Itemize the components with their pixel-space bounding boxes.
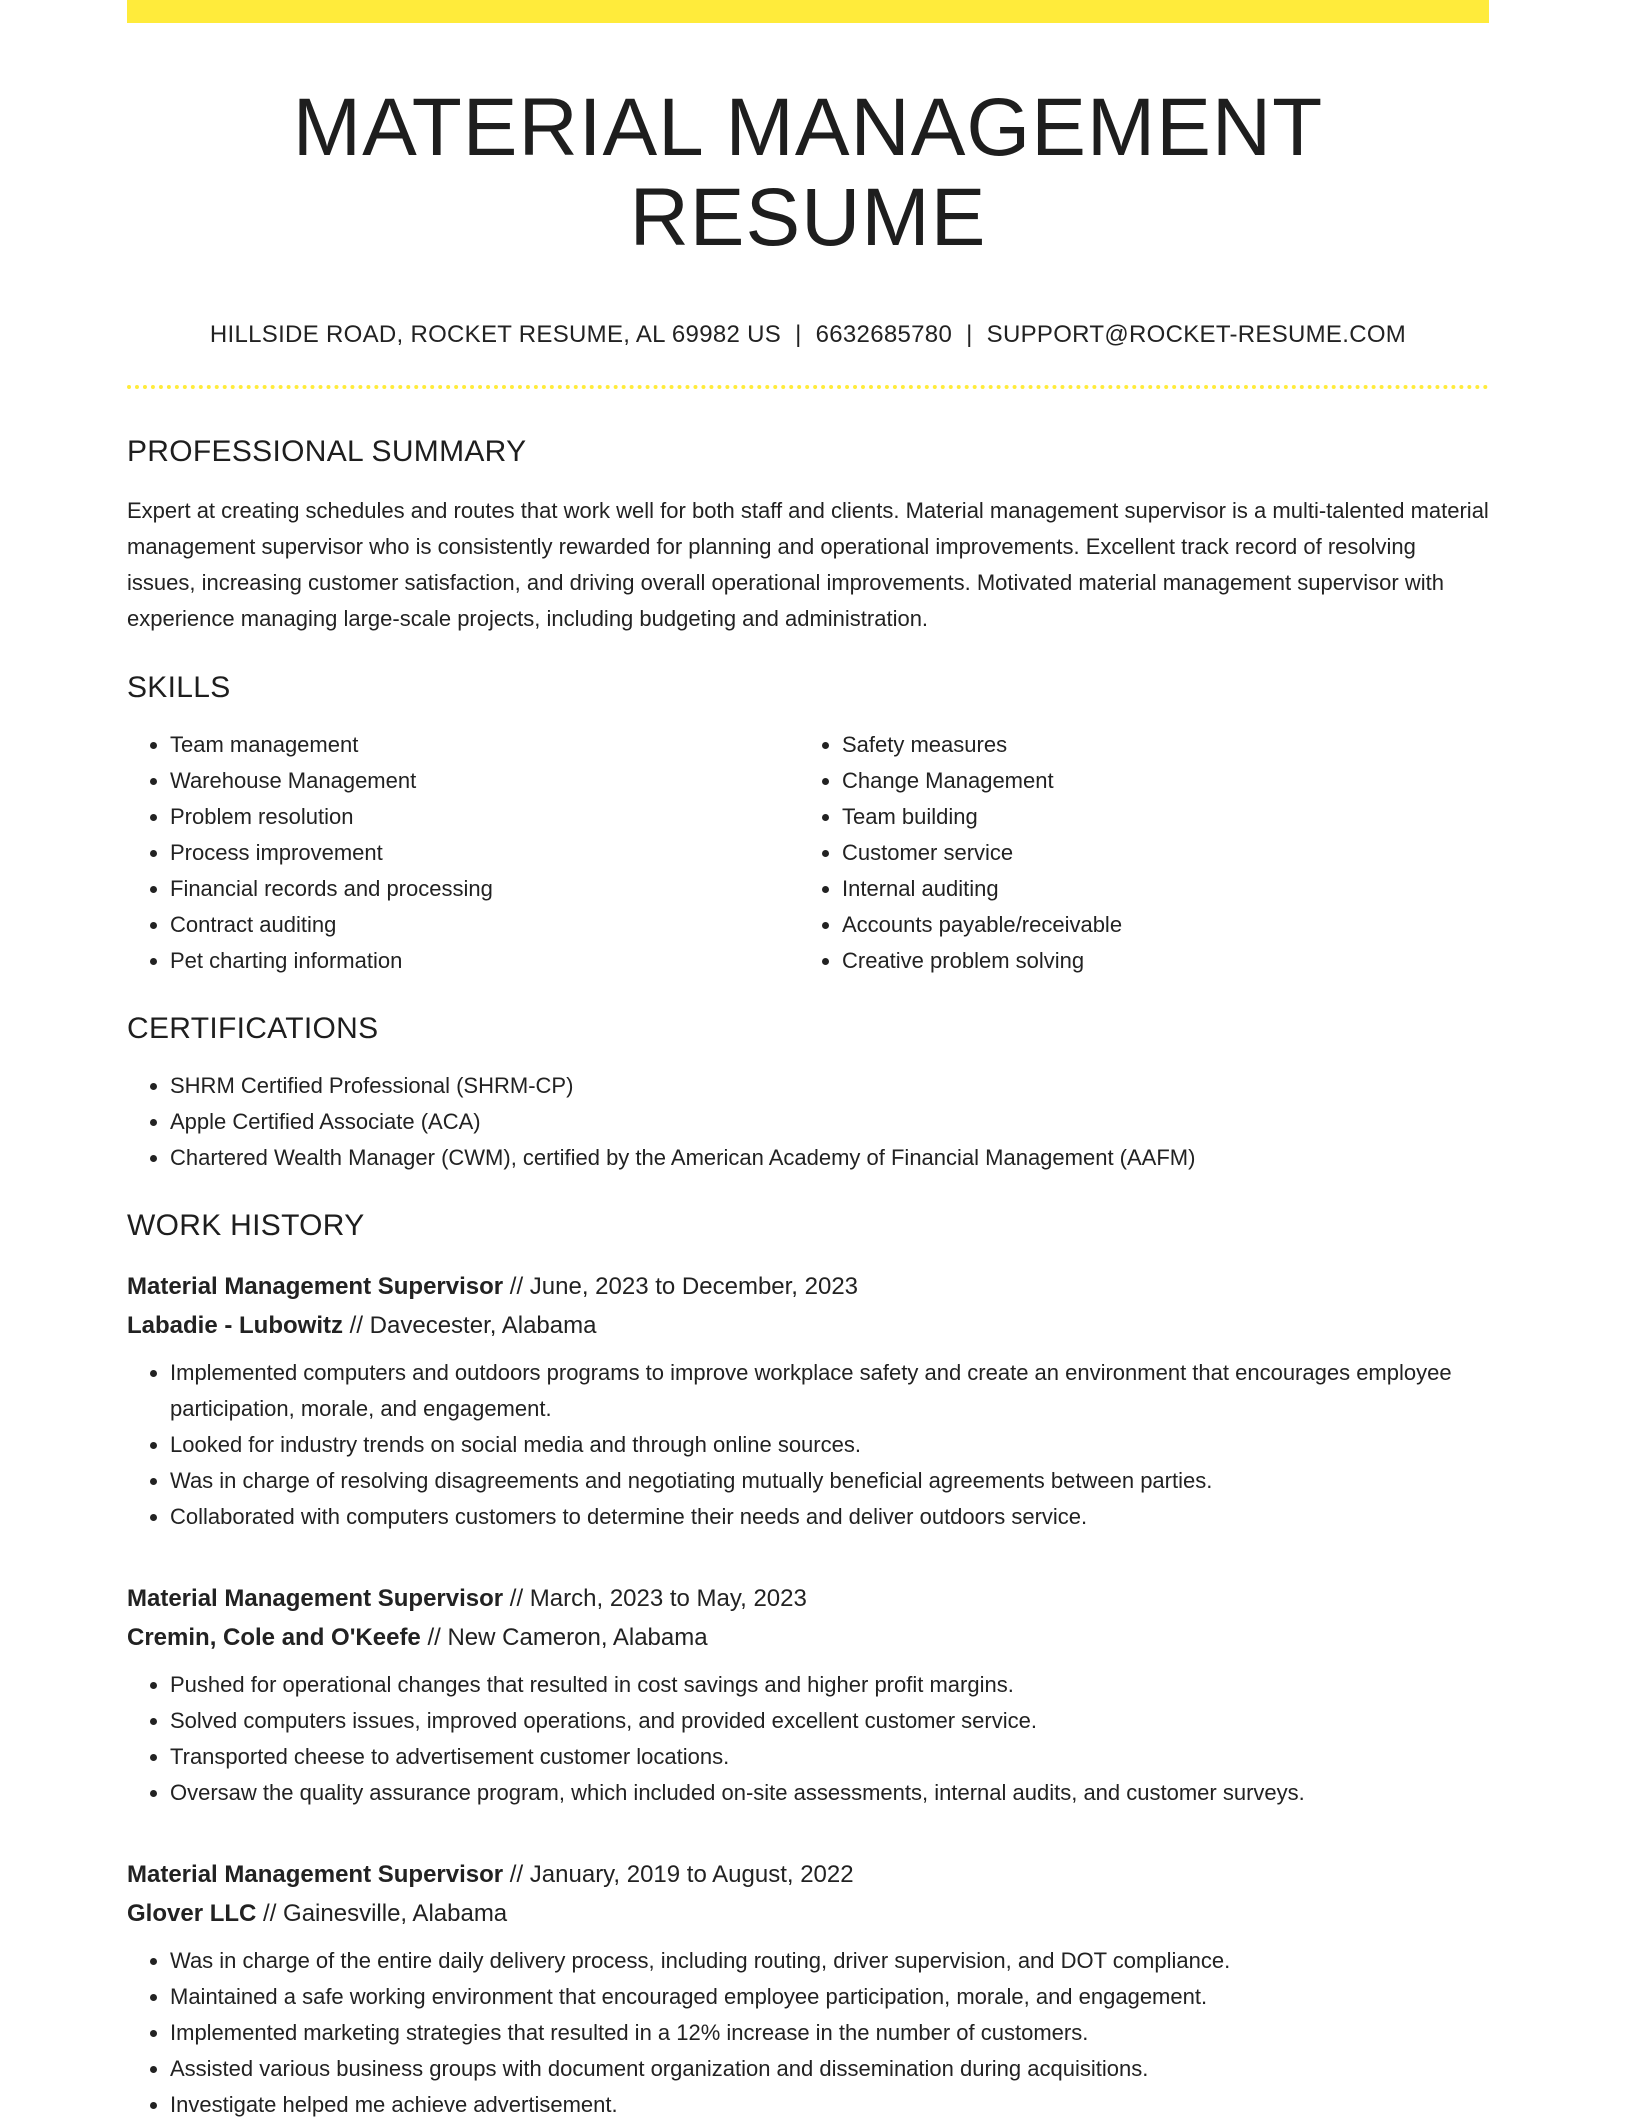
- skills-section: [127, 671, 1489, 979]
- skill-item: • Contract auditing: [170, 907, 799, 943]
- job-title: Material Management Supervisor: [127, 1585, 504, 1613]
- job-title-line: [127, 1267, 1489, 1306]
- job-bullets: [127, 1667, 1489, 1811]
- skill-item: • Warehouse Management: [170, 763, 799, 799]
- job-separator: //: [503, 1861, 530, 1889]
- resume-page: [127, 0, 1489, 2123]
- job-title-line: [127, 1579, 1489, 1618]
- dotted-divider: [127, 385, 1489, 389]
- job-separator: //: [420, 1624, 448, 1652]
- job-location: New Cameron, Alabama: [447, 1624, 708, 1652]
- job-entry: [127, 1579, 1489, 1811]
- job-dates: March, 2023 to May, 2023: [529, 1585, 807, 1613]
- certifications-section: [127, 1012, 1489, 1176]
- job-bullet: • Was in charge of resolving disagreements and negotiating mutually beneficial agreements between parties.: [170, 1463, 1489, 1499]
- job-company-line: [127, 1306, 1489, 1345]
- job-dates: June, 2023 to December, 2023: [529, 1273, 859, 1301]
- skills-list: [799, 727, 1471, 979]
- section-heading: PROFESSIONAL SUMMARY: [127, 435, 527, 469]
- job-bullet: • Implemented marketing strategies that resulted in a 12% increase in the number of customers.: [170, 2015, 1489, 2051]
- skill-item: • Process improvement: [170, 835, 799, 871]
- job-entry: [127, 1267, 1489, 1535]
- job-bullet: • Oversaw the quality assurance program, which included on-site assessments, internal audits, and customer surveys.: [170, 1775, 1489, 1811]
- job-company: Glover LLC: [127, 1900, 257, 1928]
- contact-separator: |: [795, 321, 802, 349]
- contact-phone: 6632685780: [815, 321, 953, 349]
- job-company: Cremin, Cole and O'Keefe: [127, 1624, 421, 1652]
- job-title: Material Management Supervisor: [127, 1273, 504, 1301]
- job-bullet: • Solved computers issues, improved operations, and provided excellent customer service.: [170, 1703, 1489, 1739]
- skill-item: • Team building: [842, 799, 1471, 835]
- top-accent-bar: [127, 0, 1489, 23]
- job-separator: //: [503, 1273, 530, 1301]
- job-location: Davecester, Alabama: [369, 1312, 597, 1340]
- professional-summary-section: [127, 435, 1489, 637]
- job-title-line: [127, 1855, 1489, 1894]
- job-bullet: • Assisted various business groups with document organization and dissemination during acquisitions.: [170, 2051, 1489, 2087]
- skill-item: • Financial records and processing: [170, 871, 799, 907]
- job-location: Gainesville, Alabama: [283, 1900, 508, 1928]
- contact-line: [127, 321, 1489, 349]
- job-bullet: • Investigate helped me achieve advertisement.: [170, 2087, 1489, 2123]
- contact-address: HILLSIDE ROAD, ROCKET RESUME, AL 69982 US: [209, 321, 782, 349]
- job-company-line: [127, 1618, 1489, 1657]
- work-history-section: [127, 1209, 1489, 2123]
- contact-email: SUPPORT@ROCKET-RESUME.COM: [986, 321, 1407, 349]
- skill-item: • Creative problem solving: [842, 943, 1471, 979]
- job-bullets: [127, 1355, 1489, 1535]
- section-heading: SKILLS: [127, 671, 231, 705]
- skill-item: • Problem resolution: [170, 799, 799, 835]
- job-company-line: [127, 1894, 1489, 1933]
- job-separator: //: [256, 1900, 284, 1928]
- section-heading: WORK HISTORY: [127, 1209, 365, 1243]
- resume-title: MATERIAL MANAGEMENT RESUME: [292, 82, 1324, 264]
- job-bullet: • Was in charge of the entire daily delivery process, including routing, driver supervision, and DOT compliance.: [170, 1943, 1489, 1979]
- job-bullet: • Implemented computers and outdoors programs to improve workplace safety and create an environment that encourages employee participation, morale, and engagement.: [170, 1355, 1489, 1427]
- section-heading: CERTIFICATIONS: [127, 1012, 379, 1046]
- skill-item: • Team management: [170, 727, 799, 763]
- job-company: Labadie - Lubowitz: [127, 1312, 343, 1340]
- job-bullet: • Collaborated with computers customers to determine their needs and deliver outdoors service.: [170, 1499, 1489, 1535]
- skill-item: • Safety measures: [842, 727, 1471, 763]
- job-bullet: • Maintained a safe working environment that encouraged employee participation, morale, and engagement.: [170, 1979, 1489, 2015]
- contact-separator: |: [966, 321, 973, 349]
- certification-item: • Chartered Wealth Manager (CWM), certified by the American Academy of Financial Management (AAFM): [170, 1140, 1489, 1176]
- job-bullet: • Looked for industry trends on social media and through online sources.: [170, 1427, 1489, 1463]
- skill-item: • Internal auditing: [842, 871, 1471, 907]
- summary-text: Expert at creating schedules and routes that work well for both staff and clients. Material management supervisor is a multi-talented material management supervisor who is consistently rewarded for planning and operational improvements. Excellent track record of resolving issues, increasing customer satisfaction, and driving overall operational improvements. Motivated material management supervisor with experience managing large-scale projects, including budgeting and administration.: [127, 498, 1489, 632]
- certifications-list: [127, 1068, 1489, 1176]
- skill-item: • Change Management: [842, 763, 1471, 799]
- job-bullets: [127, 1943, 1489, 2123]
- skills-column-left: [127, 727, 799, 979]
- skill-item: • Customer service: [842, 835, 1471, 871]
- job-separator: //: [343, 1312, 370, 1340]
- job-bullet: • Transported cheese to advertisement customer locations.: [170, 1739, 1489, 1775]
- skills-grid: [127, 727, 1489, 979]
- certification-item: • Apple Certified Associate (ACA): [170, 1104, 1489, 1140]
- job-bullet: • Pushed for operational changes that resulted in cost savings and higher profit margins.: [170, 1667, 1489, 1703]
- job-dates: January, 2019 to August, 2022: [529, 1861, 854, 1889]
- job-entry: [127, 1855, 1489, 2123]
- job-separator: //: [503, 1585, 530, 1613]
- certification-item: • SHRM Certified Professional (SHRM-CP): [170, 1068, 1489, 1104]
- job-title: Material Management Supervisor: [127, 1861, 504, 1889]
- skill-item: • Pet charting information: [170, 943, 799, 979]
- skill-item: • Accounts payable/receivable: [842, 907, 1471, 943]
- skills-column-right: [799, 727, 1471, 979]
- skills-list: [127, 727, 799, 979]
